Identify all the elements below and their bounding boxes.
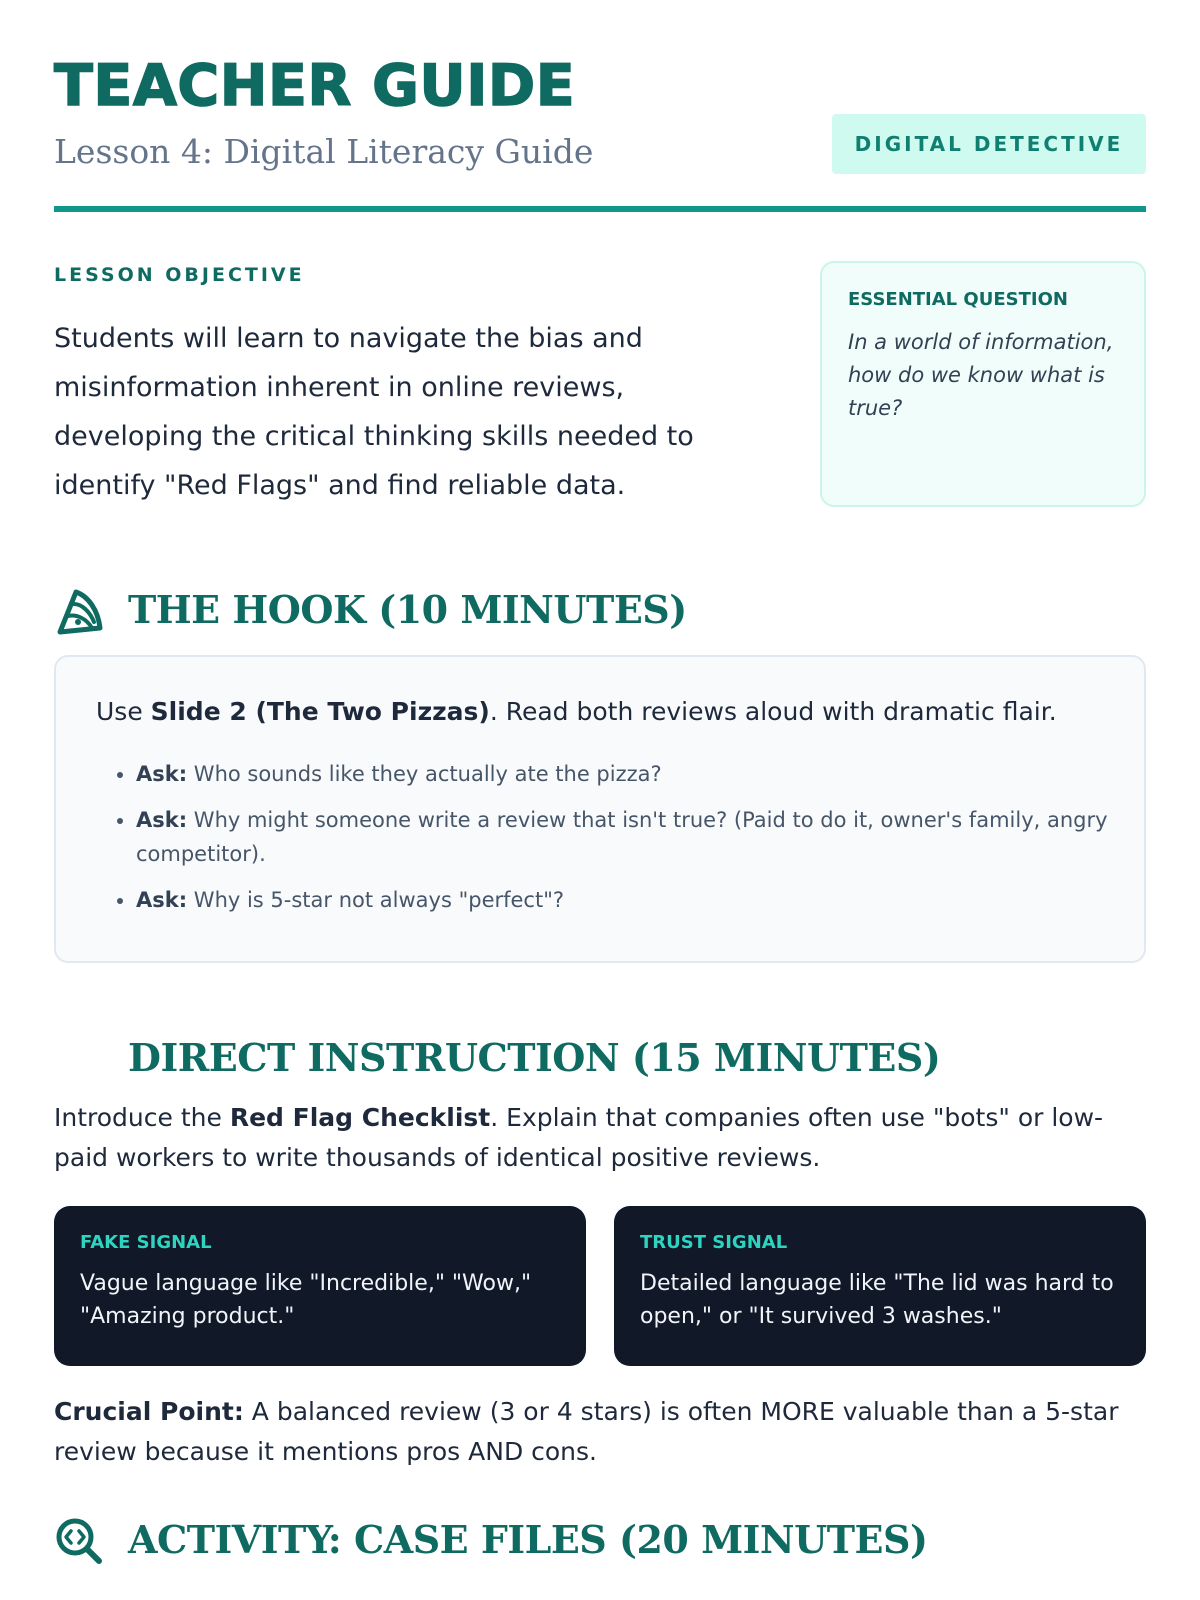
list-item bbox=[136, 883, 1136, 917]
essential-question-text: In a world of information, how do we know what is true? bbox=[848, 330, 1114, 420]
teacher-guide-page bbox=[54, 0, 1146, 1600]
di-intro-prefix: Introduce the bbox=[54, 1103, 230, 1132]
lesson-objective-label: LESSON OBJECTIVE bbox=[54, 264, 305, 286]
list-item bbox=[136, 803, 1136, 871]
direct-instruction-section-heading bbox=[54, 1028, 1146, 1088]
ask-text: Why is 5-star not always "perfect"? bbox=[187, 888, 565, 912]
activity-section-heading bbox=[54, 1510, 1146, 1570]
crucial-point-label: Crucial Point: bbox=[54, 1397, 244, 1426]
fake-signal-label: FAKE SIGNAL bbox=[80, 1232, 212, 1253]
di-intro-suffix: . Explain that companies often use "bots" or low-paid workers to write thousands of identical positive reviews. bbox=[54, 1103, 1104, 1172]
trust-signal-text: Detailed language like "The lid was hard to open," or "It survived 3 washes." bbox=[640, 1271, 1114, 1329]
trust-signal-card bbox=[614, 1206, 1146, 1366]
hook-section-heading bbox=[54, 580, 1146, 640]
hook-intro-prefix: Use bbox=[96, 697, 151, 726]
pizza-icon bbox=[54, 586, 104, 636]
hook-box bbox=[54, 655, 1146, 963]
list-item bbox=[136, 757, 1136, 791]
trust-signal-label: TRUST SIGNAL bbox=[640, 1232, 788, 1253]
ask-text: Who sounds like they actually ate the pizza? bbox=[187, 762, 662, 786]
crucial-point bbox=[54, 1392, 1146, 1472]
activity-heading: ACTIVITY: CASE FILES (20 MINUTES) bbox=[128, 1517, 928, 1562]
ask-label: Ask: bbox=[136, 808, 188, 832]
hook-intro-slide: Slide 2 (The Two Pizzas) bbox=[150, 697, 490, 726]
lesson-objective-text: Students will learn to navigate the bias and misinformation inherent in online reviews, developing the critical thinking skills needed to identify "Red Flags" and find reliable data. bbox=[54, 323, 694, 501]
ask-text: Why might someone write a review that isn't true? (Paid to do it, owner's family, angry competitor). bbox=[136, 808, 1108, 866]
lesson-subtitle: Lesson 4: Digital Literacy Guide bbox=[54, 132, 594, 171]
page-header bbox=[54, 52, 1146, 212]
hook-heading: THE HOOK (10 MINUTES) bbox=[128, 587, 687, 632]
fake-signal-text: Vague language like "Incredible," "Wow," "Amazing product." bbox=[80, 1271, 532, 1329]
ask-label: Ask: bbox=[136, 762, 188, 786]
magnifier-code-icon bbox=[54, 1516, 104, 1566]
direct-instruction-text bbox=[54, 1098, 1146, 1178]
essential-question-label: ESSENTIAL QUESTION bbox=[848, 289, 1068, 310]
essential-question-card bbox=[820, 261, 1146, 507]
page-title: TEACHER GUIDE bbox=[54, 53, 576, 119]
crucial-point-text: A balanced review (3 or 4 stars) is often MORE valuable than a 5-star review because it mentions pros AND cons. bbox=[54, 1397, 1119, 1466]
red-flag-checklist: Red Flag Checklist bbox=[229, 1103, 491, 1132]
direct-instruction-heading: DIRECT INSTRUCTION (15 MINUTES) bbox=[128, 1035, 941, 1080]
ask-label: Ask: bbox=[136, 888, 188, 912]
hook-intro-suffix: . Read both reviews aloud with dramatic flair. bbox=[489, 697, 1057, 726]
hook-question-list bbox=[96, 757, 1136, 929]
hook-intro bbox=[96, 695, 1057, 729]
fake-signal-card bbox=[54, 1206, 586, 1366]
digital-detective-badge: DIGITAL DETECTIVE bbox=[832, 114, 1146, 174]
